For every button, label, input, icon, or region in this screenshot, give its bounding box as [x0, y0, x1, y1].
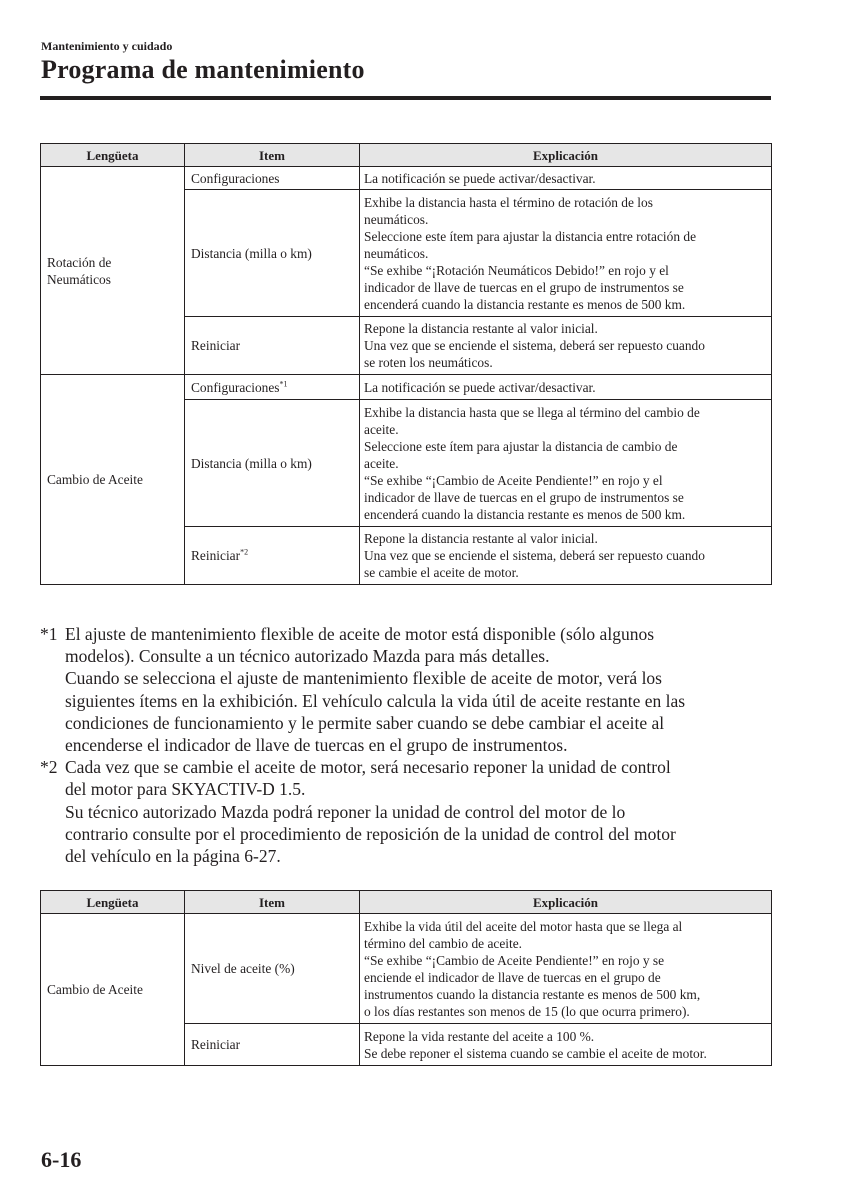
title-divider	[40, 96, 771, 100]
category-cell	[41, 914, 185, 1066]
explanation-cell: Exhibe la vida útil del aceite del motor hasta que se llega al término del cambio de aceite. “Se exhibe “¡Cambio de Aceite Pendiente!” en rojo y se enciende el indicador de llave de tuercas en el grupo de instrumentos cuando la distancia restante es menos de 500 km, o los días restantes son menos de 15 (lo que ocurra primero).	[360, 914, 772, 1024]
column-header-explanation: Explicación	[360, 144, 772, 167]
category-label: Cambio de Aceite	[47, 472, 143, 487]
item-cell: Nivel de aceite (%)	[185, 914, 360, 1024]
item-cell: Distancia (milla o km)	[185, 190, 360, 317]
category-label: Rotación de	[47, 254, 112, 270]
maintenance-table-2	[40, 890, 772, 1066]
footnotes	[40, 623, 780, 867]
footnote-ref: *1	[279, 379, 288, 389]
page-title: Programa de mantenimiento	[41, 55, 365, 84]
footnote-mark: *2	[40, 757, 58, 778]
footnote-1: *1 El ajuste de mantenimiento flexible de aceite de motor está disponible (sólo algunos modelos). Consulte a un técnico autorizado Mazda para más detalles. Cuando se selecciona el ajuste de mantenimiento flexible de aceite de motor, verá los siguientes ítems en la exhibición. El vehículo calcula la vida útil de aceite restante en las condiciones de funcionamiento y le permite saber cuando se debe cambiar el aceite al encenderse el indicador de llave de tuercas en el grupo de instrumentos.	[40, 624, 686, 756]
table-row	[41, 167, 772, 190]
category-label: Neumáticos	[47, 271, 111, 287]
column-header-item: Item	[185, 891, 360, 914]
explanation-cell: La notificación se puede activar/desactivar.	[360, 375, 772, 400]
column-header-tab: Lengüeta	[41, 891, 185, 914]
column-header-tab: Lengüeta	[41, 144, 185, 167]
maintenance-table-1	[40, 143, 772, 585]
table-row	[41, 914, 772, 1024]
table-row	[41, 375, 772, 400]
column-header-explanation: Explicación	[360, 891, 772, 914]
explanation-cell: Repone la distancia restante al valor inicial. Una vez que se enciende el sistema, deberá ser repuesto cuando se roten los neumáticos.	[360, 317, 772, 375]
footnote-mark: *1	[40, 624, 58, 644]
item-cell: Reiniciar	[185, 1024, 360, 1066]
item-cell: Reiniciar$^{*2}$	[185, 527, 360, 585]
item-cell: Distancia (milla o km)	[185, 400, 360, 527]
item-cell: Configuraciones	[185, 167, 360, 190]
explanation-cell: Repone la distancia restante al valor inicial. Una vez que se enciende el sistema, deberá ser repuesto cuando se cambie el aceite de motor.	[360, 527, 772, 585]
explanation-cell: Exhibe la distancia hasta el término de rotación de los neumáticos. Seleccione este ítem para ajustar la distancia entre rotación de neumáticos. “Se exhibe “¡Rotación Neumáticos Debido!” en rojo y el indicador de llave de tuercas en el grupo de instrumentos se encenderá cuando la distancia restante es menos de 500 km.	[360, 190, 772, 317]
footnote-2: *2 Cada vez que se cambie el aceite de motor, será necesario reponer la unidad de control del motor para SKYACTIV-D 1.5. Su técnico autorizado Mazda podrá reponer la unidad de control del motor de lo contrario consulte por el procedimiento de reposición de la unidad de control del motor del vehículo en la página 6-27.	[40, 757, 676, 867]
footnote-ref: *2	[240, 547, 249, 557]
category-label: Cambio de Aceite	[47, 982, 143, 997]
explanation-cell: Exhibe la distancia hasta que se llega al término del cambio de aceite. Seleccione este ítem para ajustar la distancia de cambio de aceite. “Se exhibe “¡Cambio de Aceite Pendiente!” en rojo y el indicador de llave de tuercas en el grupo de instrumentos se encenderá cuando la distancia restante es menos de 500 km.	[360, 400, 772, 527]
item-cell: Reiniciar	[185, 317, 360, 375]
section-label: Mantenimiento y cuidado	[41, 39, 173, 53]
explanation-cell: La notificación se puede activar/desactivar.	[360, 167, 772, 190]
category-cell	[41, 167, 185, 375]
explanation-cell: Repone la vida restante del aceite a 100 %. Se debe reponer el sistema cuando se cambie el aceite de motor.	[360, 1024, 772, 1066]
category-cell	[41, 375, 185, 585]
page-number: 6-16	[41, 1147, 82, 1172]
item-cell: Configuraciones$^{*1}$	[185, 375, 360, 400]
column-header-item: Item	[185, 144, 360, 167]
